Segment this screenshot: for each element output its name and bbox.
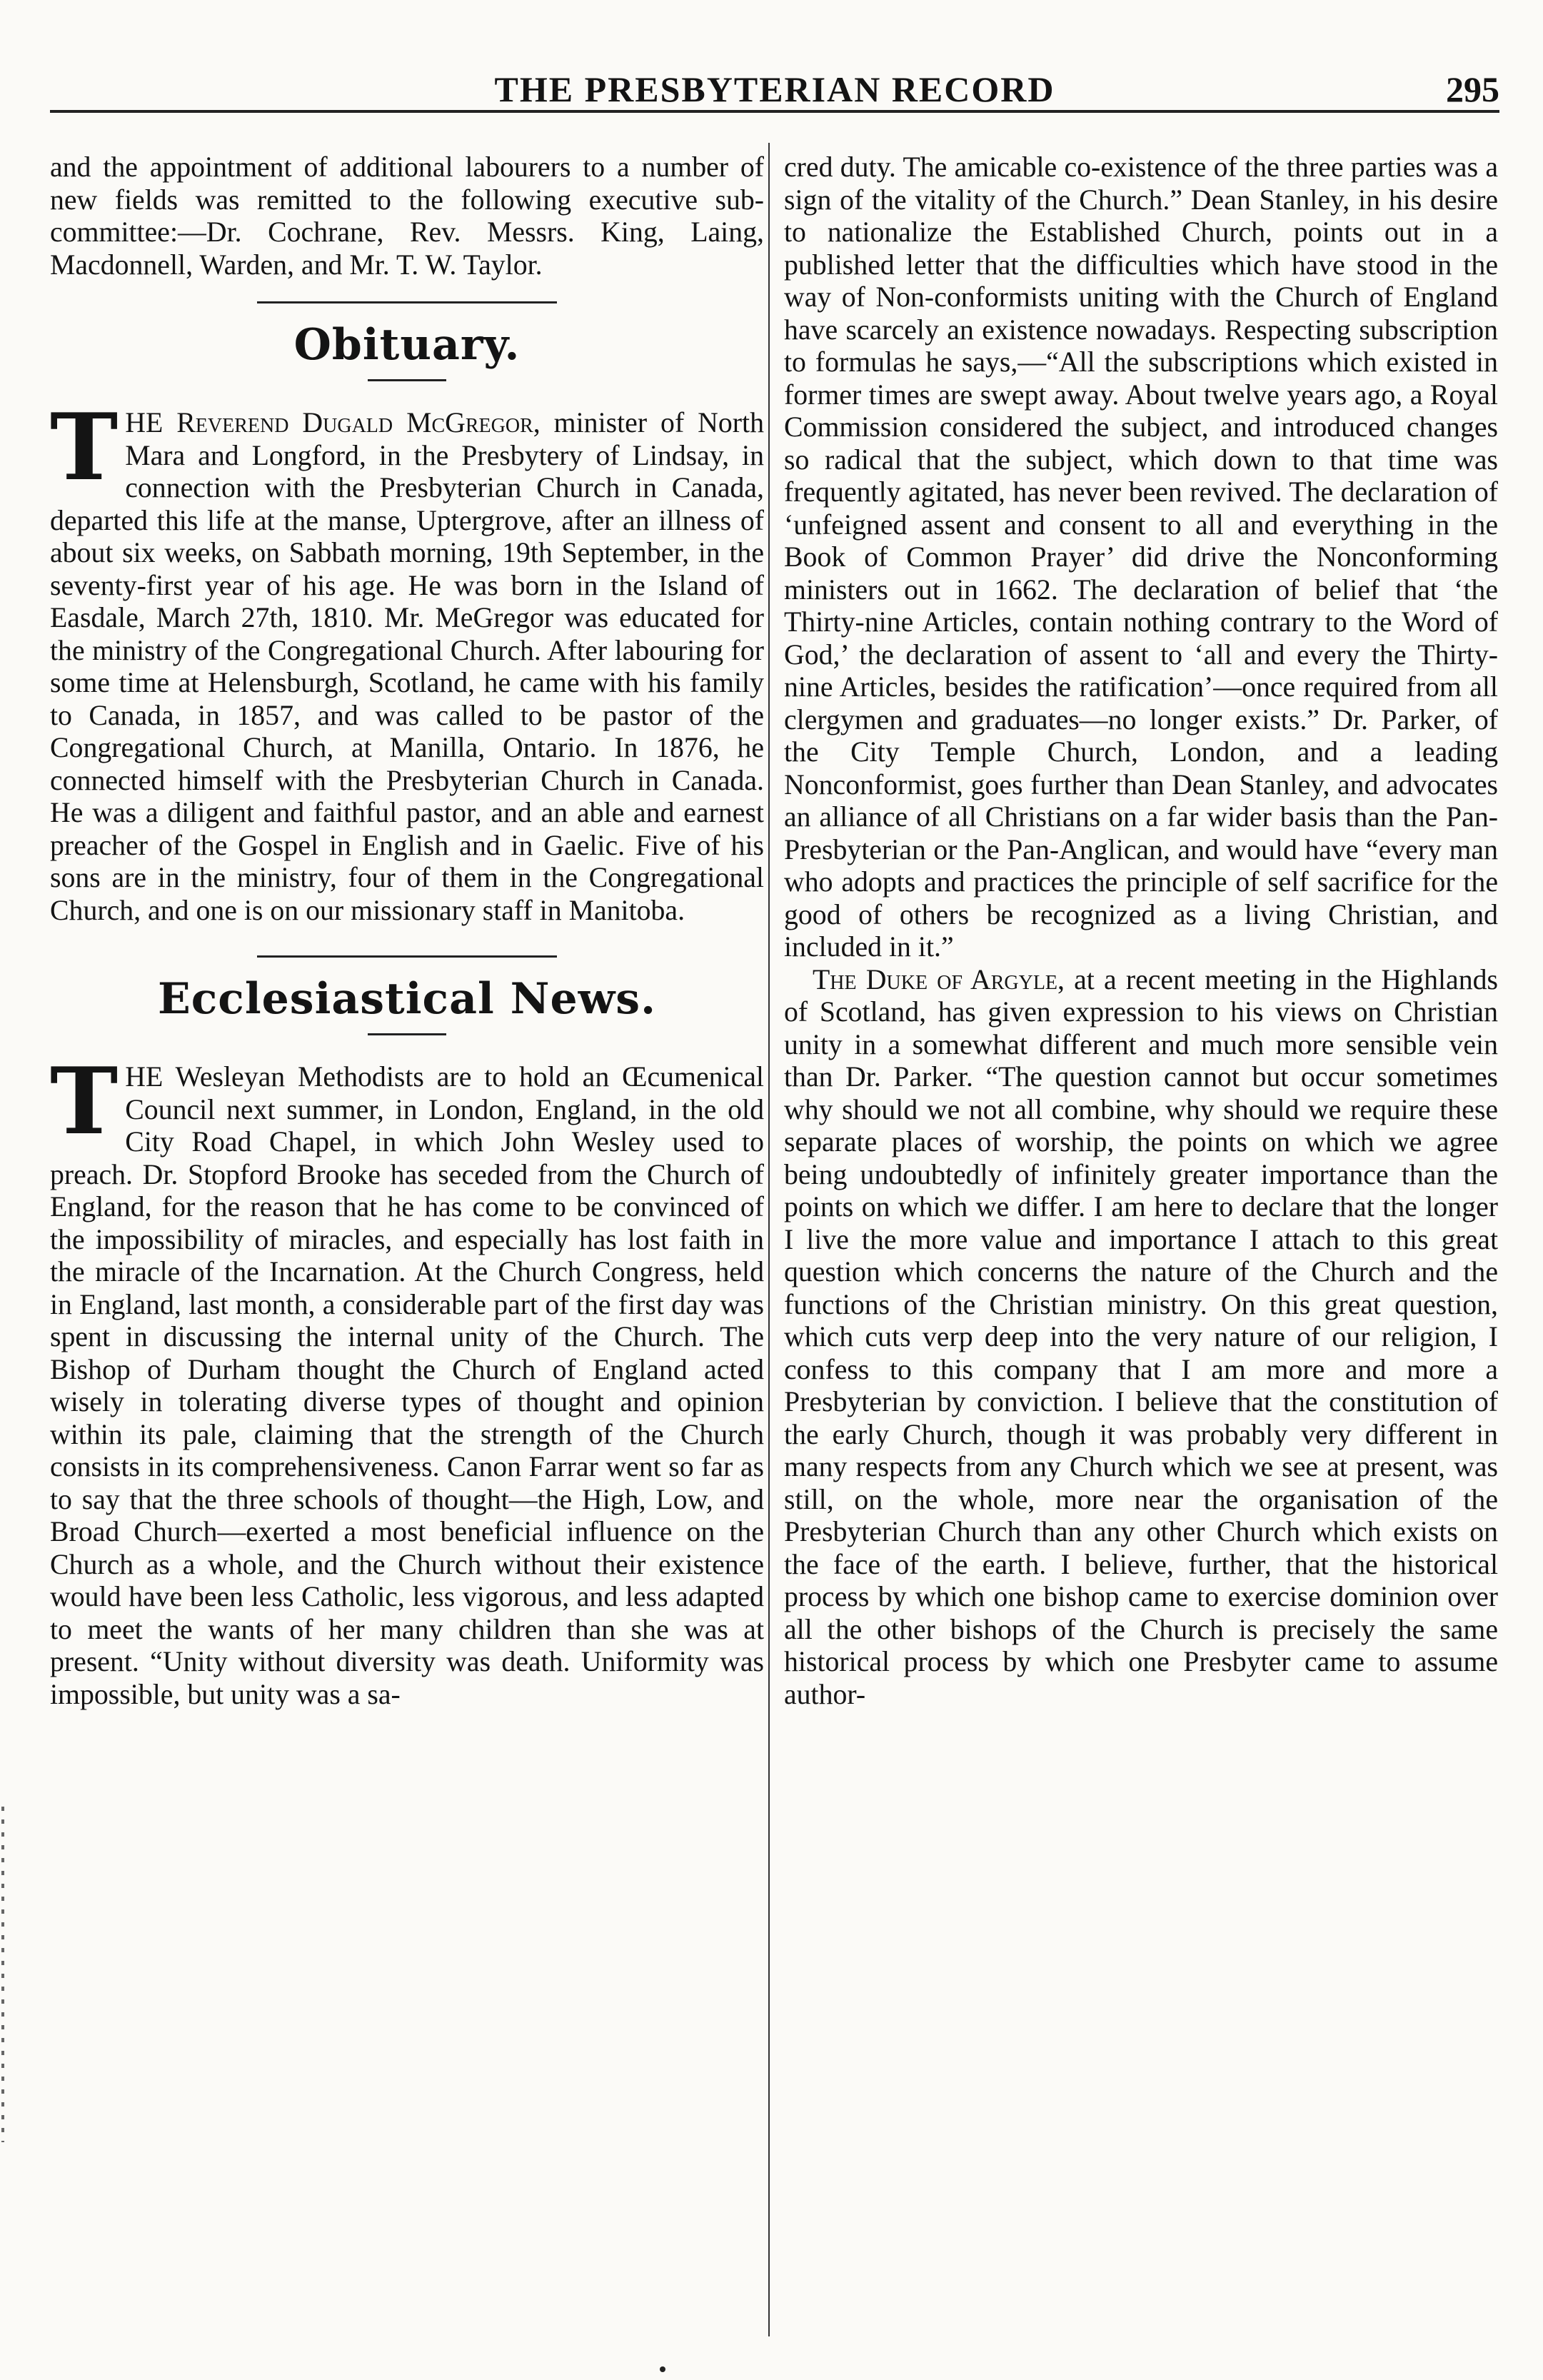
heading-underline [368,379,446,381]
obituary-name: Reverend Dugald McGregor, [176,407,541,438]
duke-of-argyle: The Duke of Argyle, [813,963,1065,995]
right-paragraph-2 [784,964,1498,1712]
section-rule [257,955,557,958]
column-divider [768,143,770,2336]
right-paragraph-2-text: at a recent meeting in the Highlands of Scotland, has given expression to his views on Christian unity in a somewhat different and much more sensible vein than Dr. Parker. “The question cannot but occur sometimes why should we not all combine, why should we require these separate places of worship, the points on which we agree being undoubtedly of infinitely greater importance than the points on which we differ. I am here to declare that the longer I live the more value and importance I attach to this great question which concerns the nature of the Church and the functions of the Christian ministry. On this great question, which cuts verp deep into the very nature of our religion, I confess to this company that I am more and more a Presbyterian by conviction. I believe that the constitution of the early Church, though it was probably very different in many respects from any Church which we see at present, was still, on the whole, more near the organisation of the Presbyterian Church than any other Church which exists on the face of the earth. I believe, further, that the historical process by which one bishop came to exercise dominion over all the other bishops of the Church is precisely the same historical process by which one Presbyter came to assume author- [784,963,1498,1710]
obituary-text: minister of North Mara and Longford, in the Presbytery of Lindsay, in connection with the Presbyterian Church in Canada, departed this life at the manse, Uptergrove, after an illness of about six weeks, on Sabbath morning, 19th September, in the seventy-first year of his age. He was born in the Island of Easdale, March 27th, 1810. Mr. MeGregor was educated for the ministry of the Congregational Church. After labouring for some time at Helensburgh, Scotland, he came with his family to Canada, in 1857, and was called to be pastor of the Congregational Church, at Manilla, Ontario. In 1876, he connected himself with the Presbyterian Church in Canada. He was a diligent and faithful pastor, and an able and earnest preacher of the Gospel in English and in Gaelic. Five of his sons are in the ministry, four of them in the Congregational Church, and one is on our missionary staff in Manitoba. [50,407,764,926]
heading-underline [368,1033,446,1035]
left-column [50,151,764,1711]
page-number: 295 [1446,69,1499,109]
section-rule [257,301,557,303]
intro-paragraph: and the appointment of additional labourers to a number of new fields was remitted to the following executive sub-committee:—Dr. Cochrane, Rev. Messrs. King, Laing, Macdonnell, Warden, and Mr. T. W. Taylor. [50,151,764,281]
footer-dot [660,2366,665,2372]
obituary-paragraph [50,394,764,927]
news-heading: Ecclesiastical News. [158,974,656,1024]
margin-mark [1,1807,4,2142]
running-title: THE PRESBYTERIAN RECORD [494,69,1055,109]
obituary-lead: HE [125,407,177,438]
right-paragraph-1: cred duty. The amicable co-existence of the three parties was a sign of the vitality of the Church.” Dean Stanley, in his desire to nationalize the Established Church, points out in a published letter that the difficulties which have stood in the way of Non-conformists uniting with the Church of England have scarcely an existence nowadays. Respecting subscription to formulas he says,—“All the subscriptions which existed in former times are swept away. About twelve years ago, a Royal Commission considered the subject, and introduced changes so radical that the subject, which down to that time was frequently agitated, has never been revived. The declaration of ‘unfeigned assent and consent to all and everything in the Book of Common Prayer’ did drive the Nonconforming ministers out in 1662. The declaration of belief that ‘the Thirty-nine Articles, contain nothing contrary to the Word of God,’ the declaration of assent to ‘all and every the Thirty-nine Articles, besides the ratification’—once required from all clergymen and graduates—no longer exists.” Dr. Parker, of the City Temple Church, London, and a leading Nonconformist, goes further than Dean Stanley, and advocates an alliance of all Christians on a far wider basis than the Pan-Presbyterian or the Pan-Anglican, and would have “every man who adopts and practices the principle of self sacrifice for the good of others be recognized as a living Christian, and included in it.” [784,151,1498,963]
news-drop-cap: T [50,1048,119,1155]
news-text: HE Wesleyan Methodists are to hold an Œcumenical Council next summer, in London, England, in the old City Road Chapel, in which John Wesley used to preach. Dr. Stopford Brooke has seceded from the Church of England, for the reason that he has come to be convinced of the impossibility of miracles, and especially has lost faith in the miracle of the Incarnation. At the Church Congress, held in England, last month, a considerable part of the first day was spent in discussing the internal unity of the Church. The Bishop of Durham thought the Church of England acted wisely in tolerating diverse types of thought and opinion within its pale, claiming that the strength of the Church consists in its comprehensiveness. Canon Farrar went so far as to say that the three schools of thought—the High, Low, and Broad Church—exerted a most beneficial influence on the Church as a whole, and the Church without their existence would have been less Catholic, less vigorous, and less adapted to meet the wants of her many children than she was at present. “Unity without diversity was death. Uniformity was impossible, but unity was a sa- [50,1061,764,1710]
obituary-heading: Obituary. [293,320,521,370]
obituary-drop-cap: T [50,394,119,501]
right-column [784,151,1498,1711]
page-header [50,69,1499,113]
news-paragraph [50,1048,764,1711]
